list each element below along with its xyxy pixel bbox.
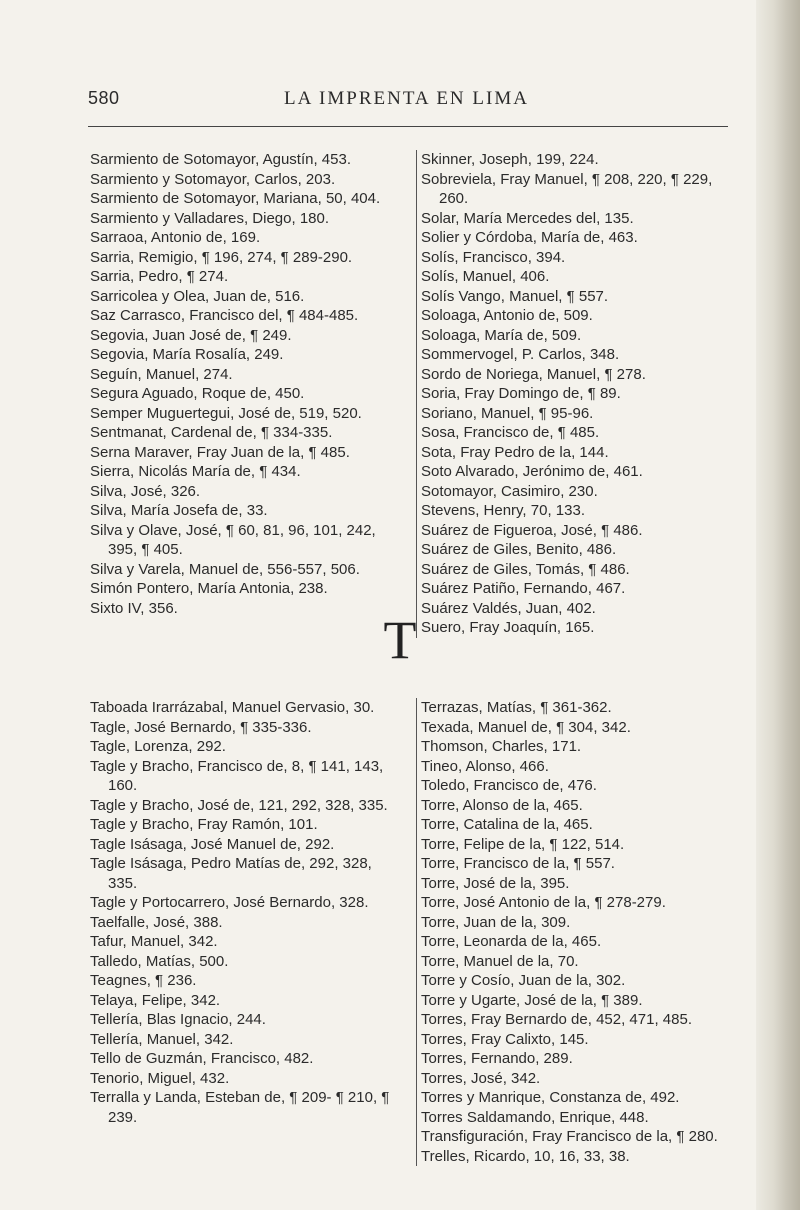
header-rule	[88, 126, 728, 127]
index-entry: Solar, María Mercedes del, 135.	[421, 209, 634, 227]
index-entry: Sentmanat, Cardenal de, ¶ 334-335.	[90, 424, 333, 441]
index-entry: Sota, Fray Pedro de la, 144.	[421, 443, 609, 461]
index-entry: Soto Alvarado, Jerónimo de, 461.	[421, 463, 643, 480]
index-entry: Suárez de Giles, Benito, 486.	[421, 541, 617, 558]
index-entry: Tagle Isásaga, Pedro Matías de, 292, 328, 335.	[90, 855, 372, 892]
index-entry: Segura Aguado, Roque de, 450.	[90, 385, 305, 402]
index-entry: Suárez Patiño, Fernando, 467.	[421, 580, 626, 597]
index-entry: Soloaga, María de, 509.	[421, 326, 582, 344]
index-entry: Torres, Fray Bernardo de, 452, 471, 485.	[421, 1011, 692, 1028]
index-entry: Suárez de Giles, Tomás, ¶ 486.	[421, 560, 630, 578]
index-entry: Transfiguración, Fray Francisco de la, ¶ 280.	[421, 1128, 718, 1145]
index-entry: Torre, Catalina de la, 465.	[421, 816, 593, 833]
index-entry: Tagle Isásaga, José Manuel de, 292.	[90, 835, 335, 853]
index-entry: Texada, Manuel de, ¶ 304, 342.	[421, 718, 631, 736]
index-entry: Soriano, Manuel, ¶ 95-96.	[421, 404, 594, 422]
index-column-t-right	[416, 698, 736, 1166]
index-entry: Solís, Francisco, 394.	[421, 248, 566, 266]
index-entry: Silva, María Josefa de, 33.	[90, 502, 268, 519]
index-entry: Sarmiento y Sotomayor, Carlos, 203.	[90, 170, 336, 188]
page-number: 580	[88, 88, 120, 108]
index-entry: Torres, Fray Calixto, 145.	[421, 1030, 589, 1048]
index-entry: Sierra, Nicolás María de, ¶ 434.	[90, 463, 301, 480]
index-entry: Torre y Cosío, Juan de la, 302.	[421, 972, 626, 989]
index-entry: Toledo, Francisco de, 476.	[421, 777, 597, 794]
index-entry: Torre, Manuel de la, 70.	[421, 952, 579, 970]
index-entry: Simón Pontero, María Antonia, 238.	[90, 580, 328, 597]
index-entry: Taelfalle, José, 388.	[90, 913, 223, 931]
index-entry: Sarmiento de Sotomayor, Mariana, 50, 404.	[90, 190, 381, 207]
index-entry: Torre, Juan de la, 309.	[421, 913, 571, 931]
index-entry: Tellería, Manuel, 342.	[90, 1030, 234, 1048]
index-entry: Torres y Manrique, Constanza de, 492.	[421, 1089, 680, 1106]
index-column-s-left	[90, 150, 405, 618]
index-entry: Silva y Olave, José, ¶ 60, 81, 96, 101, 242, 395, ¶ 405.	[90, 521, 376, 558]
index-entry: Torre, José de la, 395.	[421, 874, 570, 892]
index-entry: Teagnes, ¶ 236.	[90, 972, 197, 989]
index-entry: Thomson, Charles, 171.	[421, 738, 582, 755]
index-entry: Stevens, Henry, 70, 133.	[421, 502, 585, 519]
index-entry: Solís Vango, Manuel, ¶ 557.	[421, 287, 609, 305]
index-column-s-right	[416, 150, 736, 638]
index-entry: Segovia, Juan José de, ¶ 249.	[90, 326, 292, 344]
index-entry: Tagle y Portocarrero, José Bernardo, 328.	[90, 894, 369, 911]
index-entry: Soloaga, Antonio de, 509.	[421, 307, 593, 324]
index-entry: Sarria, Pedro, ¶ 274.	[90, 268, 229, 285]
running-title: LA IMPRENTA EN LIMA	[284, 88, 529, 109]
index-entry: Torre, José Antonio de la, ¶ 278-279.	[421, 894, 666, 911]
index-entry: Solís, Manuel, 406.	[421, 268, 550, 285]
index-entry: Sotomayor, Casimiro, 230.	[421, 482, 598, 500]
index-entry: Telaya, Felipe, 342.	[90, 991, 221, 1009]
index-entry: Semper Muguertegui, José de, 519, 520.	[90, 404, 362, 422]
index-entry: Serna Maraver, Fray Juan de la, ¶ 485.	[90, 443, 350, 461]
index-entry: Solier y Córdoba, María de, 463.	[421, 229, 638, 246]
index-entry: Suárez de Figueroa, José, ¶ 486.	[421, 521, 643, 539]
index-entry: Torre, Felipe de la, ¶ 122, 514.	[421, 835, 625, 853]
index-entry: Torre, Leonarda de la, 465.	[421, 933, 602, 950]
index-entry: Terrazas, Matías, ¶ 361-362.	[421, 699, 612, 716]
index-entry: Sarmiento y Valladares, Diego, 180.	[90, 209, 330, 227]
index-entry: Tagle, Lorenza, 292.	[90, 738, 226, 755]
index-entry: Sobreviela, Fray Manuel, ¶ 208, 220, ¶ 229, 260.	[421, 170, 713, 207]
index-entry: Tineo, Alonso, 466.	[421, 757, 549, 775]
index-entry: Torre, Alonso de la, 465.	[421, 796, 583, 814]
index-entry: Terralla y Landa, Esteban de, ¶ 209- ¶ 210, ¶ 239.	[90, 1089, 390, 1126]
index-entry: Silva y Varela, Manuel de, 556-557, 506.	[90, 560, 360, 578]
index-entry: Torres, José, 342.	[421, 1069, 541, 1087]
index-entry: Tagle y Bracho, Francisco de, 8, ¶ 141, 143, 160.	[90, 757, 384, 794]
index-entry: Suero, Fray Joaquín, 165.	[421, 619, 595, 636]
index-entry: Seguín, Manuel, 274.	[90, 365, 233, 383]
index-entry: Torre, Francisco de la, ¶ 557.	[421, 855, 615, 872]
index-entry: Taboada Irarrázabal, Manuel Gervasio, 30.	[90, 699, 375, 716]
index-entry: Sosa, Francisco de, ¶ 485.	[421, 424, 600, 441]
index-column-t-left	[90, 698, 405, 1127]
index-entry: Torres, Fernando, 289.	[421, 1050, 573, 1067]
index-entry: Tagle, José Bernardo, ¶ 335-336.	[90, 718, 312, 736]
index-entry: Saz Carrasco, Francisco del, ¶ 484-485.	[90, 307, 359, 324]
index-entry: Sarraoa, Antonio de, 169.	[90, 229, 261, 246]
index-entry: Torres Saldamando, Enrique, 448.	[421, 1108, 649, 1126]
index-entry: Trelles, Ricardo, 10, 16, 33, 38.	[421, 1147, 630, 1165]
index-entry: Silva, José, 326.	[90, 482, 201, 500]
index-entry: Sommervogel, P. Carlos, 348.	[421, 346, 620, 363]
page-edge-shadow	[756, 0, 800, 1210]
index-entry: Tello de Guzmán, Francisco, 482.	[90, 1050, 314, 1067]
index-entry: Sarricolea y Olea, Juan de, 516.	[90, 287, 305, 305]
index-entry: Soria, Fray Domingo de, ¶ 89.	[421, 385, 621, 402]
index-entry: Sixto IV, 356.	[90, 599, 178, 617]
index-entry: Tagle y Bracho, José de, 121, 292, 328, 335.	[90, 796, 388, 814]
index-entry: Sordo de Noriega, Manuel, ¶ 278.	[421, 365, 646, 383]
index-entry: Talledo, Matías, 500.	[90, 952, 229, 970]
index-entry: Segovia, María Rosalía, 249.	[90, 346, 284, 363]
index-entry: Sarria, Remigio, ¶ 196, 274, ¶ 289-290.	[90, 248, 353, 266]
index-entry: Suárez Valdés, Juan, 402.	[421, 599, 596, 617]
index-entry: Sarmiento de Sotomayor, Agustín, 453.	[90, 151, 351, 168]
index-entry: Skinner, Joseph, 199, 224.	[421, 151, 599, 168]
index-entry: Tellería, Blas Ignacio, 244.	[90, 1011, 266, 1028]
index-entry: Tafur, Manuel, 342.	[90, 933, 218, 950]
page-header	[88, 88, 728, 112]
index-entry: Tagle y Bracho, Fray Ramón, 101.	[90, 816, 318, 833]
index-entry: Tenorio, Miguel, 432.	[90, 1069, 230, 1087]
index-entry: Torre y Ugarte, José de la, ¶ 389.	[421, 991, 643, 1009]
section-letter-t: T	[383, 610, 417, 670]
